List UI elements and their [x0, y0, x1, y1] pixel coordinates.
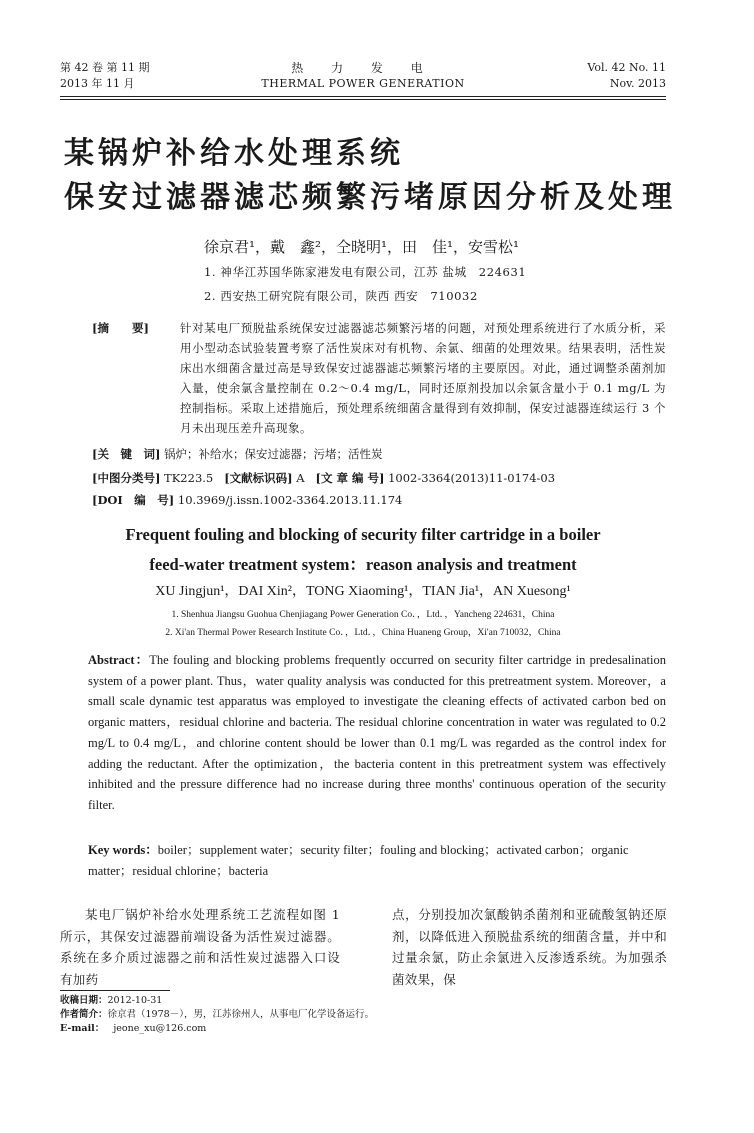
body-paragraph-1: 某电厂锅炉补给水处理系统工艺流程如图 1 所示，其保安过滤器前端设备为活性炭过滤器。系统在多介质过滤器之前和活性炭过滤器入口设有加药: [60, 907, 340, 987]
title-en: [60, 520, 666, 580]
body-paragraph-1-continued: 点，分别投加次氯酸钠杀菌剂和亚硫酸氢钠还原剂，以降低进入预脱盐系统的细菌含量，并中和过量余氯，防止余氯进入反渗透系统。为加强杀菌效果，保: [392, 907, 667, 987]
volume-issue-cn: 第 42 卷 第 11 期: [60, 61, 150, 74]
header-right: [587, 60, 666, 92]
title-en-line1: Frequent fouling and blocking of security filter cartridge in a boiler: [125, 525, 601, 544]
journal-name-cn: 热 力 发 电: [291, 61, 435, 75]
author-bio-label: 作者简介：: [60, 1009, 108, 1020]
keywords-cn-text: 锅炉；补给水；保安过滤器；污堵；活性炭: [164, 447, 383, 461]
footnote-rule: [60, 990, 170, 991]
received-date: 2012-10-31: [107, 995, 163, 1006]
clc-label: [中图分类号]: [92, 471, 161, 485]
abstract-cn-label: [摘 要]: [92, 321, 149, 335]
header-rule-thin: [60, 99, 666, 100]
received-label: 收稿日期：: [60, 995, 108, 1006]
affiliation-cn-1: 1. 神华江苏国华陈家港发电有限公司，江苏 盐城 224631: [204, 265, 527, 279]
authors-cn: 徐京君¹，戴 鑫²，仝晓明¹，田 佳¹，安雪松¹: [204, 238, 520, 256]
classification-line: [92, 470, 555, 486]
title-cn: [64, 132, 676, 220]
abstract-cn: [92, 318, 666, 438]
keywords-en-label: Key words：: [88, 843, 158, 857]
keywords-en: [88, 840, 666, 881]
journal-name-en: THERMAL POWER GENERATION: [261, 77, 465, 90]
doi-label: [DOI 编 号]: [92, 493, 175, 507]
title-cn-line2: 保安过滤器滤芯频繁污堵原因分析及处理: [64, 180, 676, 215]
volume-issue-en: Vol. 42 No. 11: [587, 61, 666, 74]
footnote-email: [60, 1022, 206, 1035]
keywords-cn: [92, 446, 383, 462]
keywords-cn-label: [关 键 词]: [92, 447, 161, 461]
authors-en: XU Jingjun¹，DAI Xin²，TONG Xiaoming¹，TIAN Jia¹，AN Xuesong¹: [155, 584, 571, 599]
keywords-en-text: boiler；supplement water；security filter；fouling and blocking；activated carbon；organic matter；residual chlorine；bacteria: [88, 843, 629, 878]
date-en: Nov. 2013: [609, 77, 666, 90]
header-center: [60, 60, 666, 92]
date-cn: 2013 年 11 月: [60, 77, 135, 90]
title-en-line2: feed-water treatment system：reason analysis and treatment: [149, 555, 577, 574]
clc-value: TK223.5: [164, 471, 214, 485]
email-label: E-mail：: [60, 1023, 105, 1034]
doc-code-label: [文献标识码]: [224, 471, 293, 485]
doi-value: 10.3969/j.issn.1002-3364.2013.11.174: [177, 493, 403, 507]
article-number-value: 1002-3364(2013)11-0174-03: [388, 471, 556, 485]
affiliation-cn-2: 2. 西安热工研究院有限公司，陕西 西安 710032: [204, 289, 478, 303]
footnote-author: [60, 1008, 374, 1021]
affiliation-en-2: 2. Xi'an Thermal Power Research Institute Co．，Ltd．，China Huaneng Group，Xi'an 710032，China: [165, 628, 561, 638]
abstract-cn-text: 针对某电厂预脱盐系统保安过滤器滤芯频繁污堵的问题，对预处理系统进行了水质分析，采用小型动态试验装置考察了活性炭床对有机物、余氯、细菌的处理效果。结果表明，活性炭床出水细菌含量过高是导致保安过滤器滤芯频繁污堵的主要原因。对此，通过调整杀菌剂加入量，使余氯含量控制在 0.2～0.4 mg/L，同时还原剂投加以余氯含量小于 0.1 mg/L 为控制指标。采取上述措施后，预处理系统细菌含量得到有效抑制，保安过滤器连续运行 3 个月未出现压差升高现象。: [180, 321, 666, 435]
email-address: jeone_xu@126.com: [113, 1023, 207, 1034]
header-rule: [60, 96, 666, 97]
abstract-en-label: Abstract：: [88, 653, 150, 667]
abstract-en: [88, 650, 666, 816]
doc-code-value: A: [296, 471, 305, 485]
abstract-en-text: The fouling and blocking problems frequently occurred on security filter cartridge in predesalination system of a power plant. Thus，water quality analysis was conducted for this pretreatment system. Moreover，a small scale dynamic test apparatus was employed to investigate the cleaning effects of activated carbon bed on organic matters，residual chlorine and bacteria. The residual chlorine concentration in water was regulated to 0.2 mg/L to 0.4 mg/L，and chlorine content should be lower than 0.1 mg/L was regarded as the control index for adding the reductant. After the optimization，the bacteria content in this pretreatment system was effectively inhibited and the pressure difference had no increase during three months' continuous operation of the security filter.: [88, 653, 667, 812]
doi-line: [92, 492, 402, 508]
body-column-right: [392, 904, 667, 990]
author-bio: 徐京君（1978－），男，江苏徐州人，从事电厂化学设备运行。: [107, 1009, 374, 1020]
footnote-received: [60, 994, 162, 1007]
article-number-label: [文 章 编 号]: [315, 471, 385, 485]
body-column-left: [60, 904, 340, 990]
affiliation-en-1: 1. Shenhua Jiangsu Guohua Chenjiagang Power Generation Co．，Ltd．，Yancheng 224631，China: [171, 610, 555, 620]
title-cn-line1: 某锅炉补给水处理系统: [64, 136, 404, 171]
